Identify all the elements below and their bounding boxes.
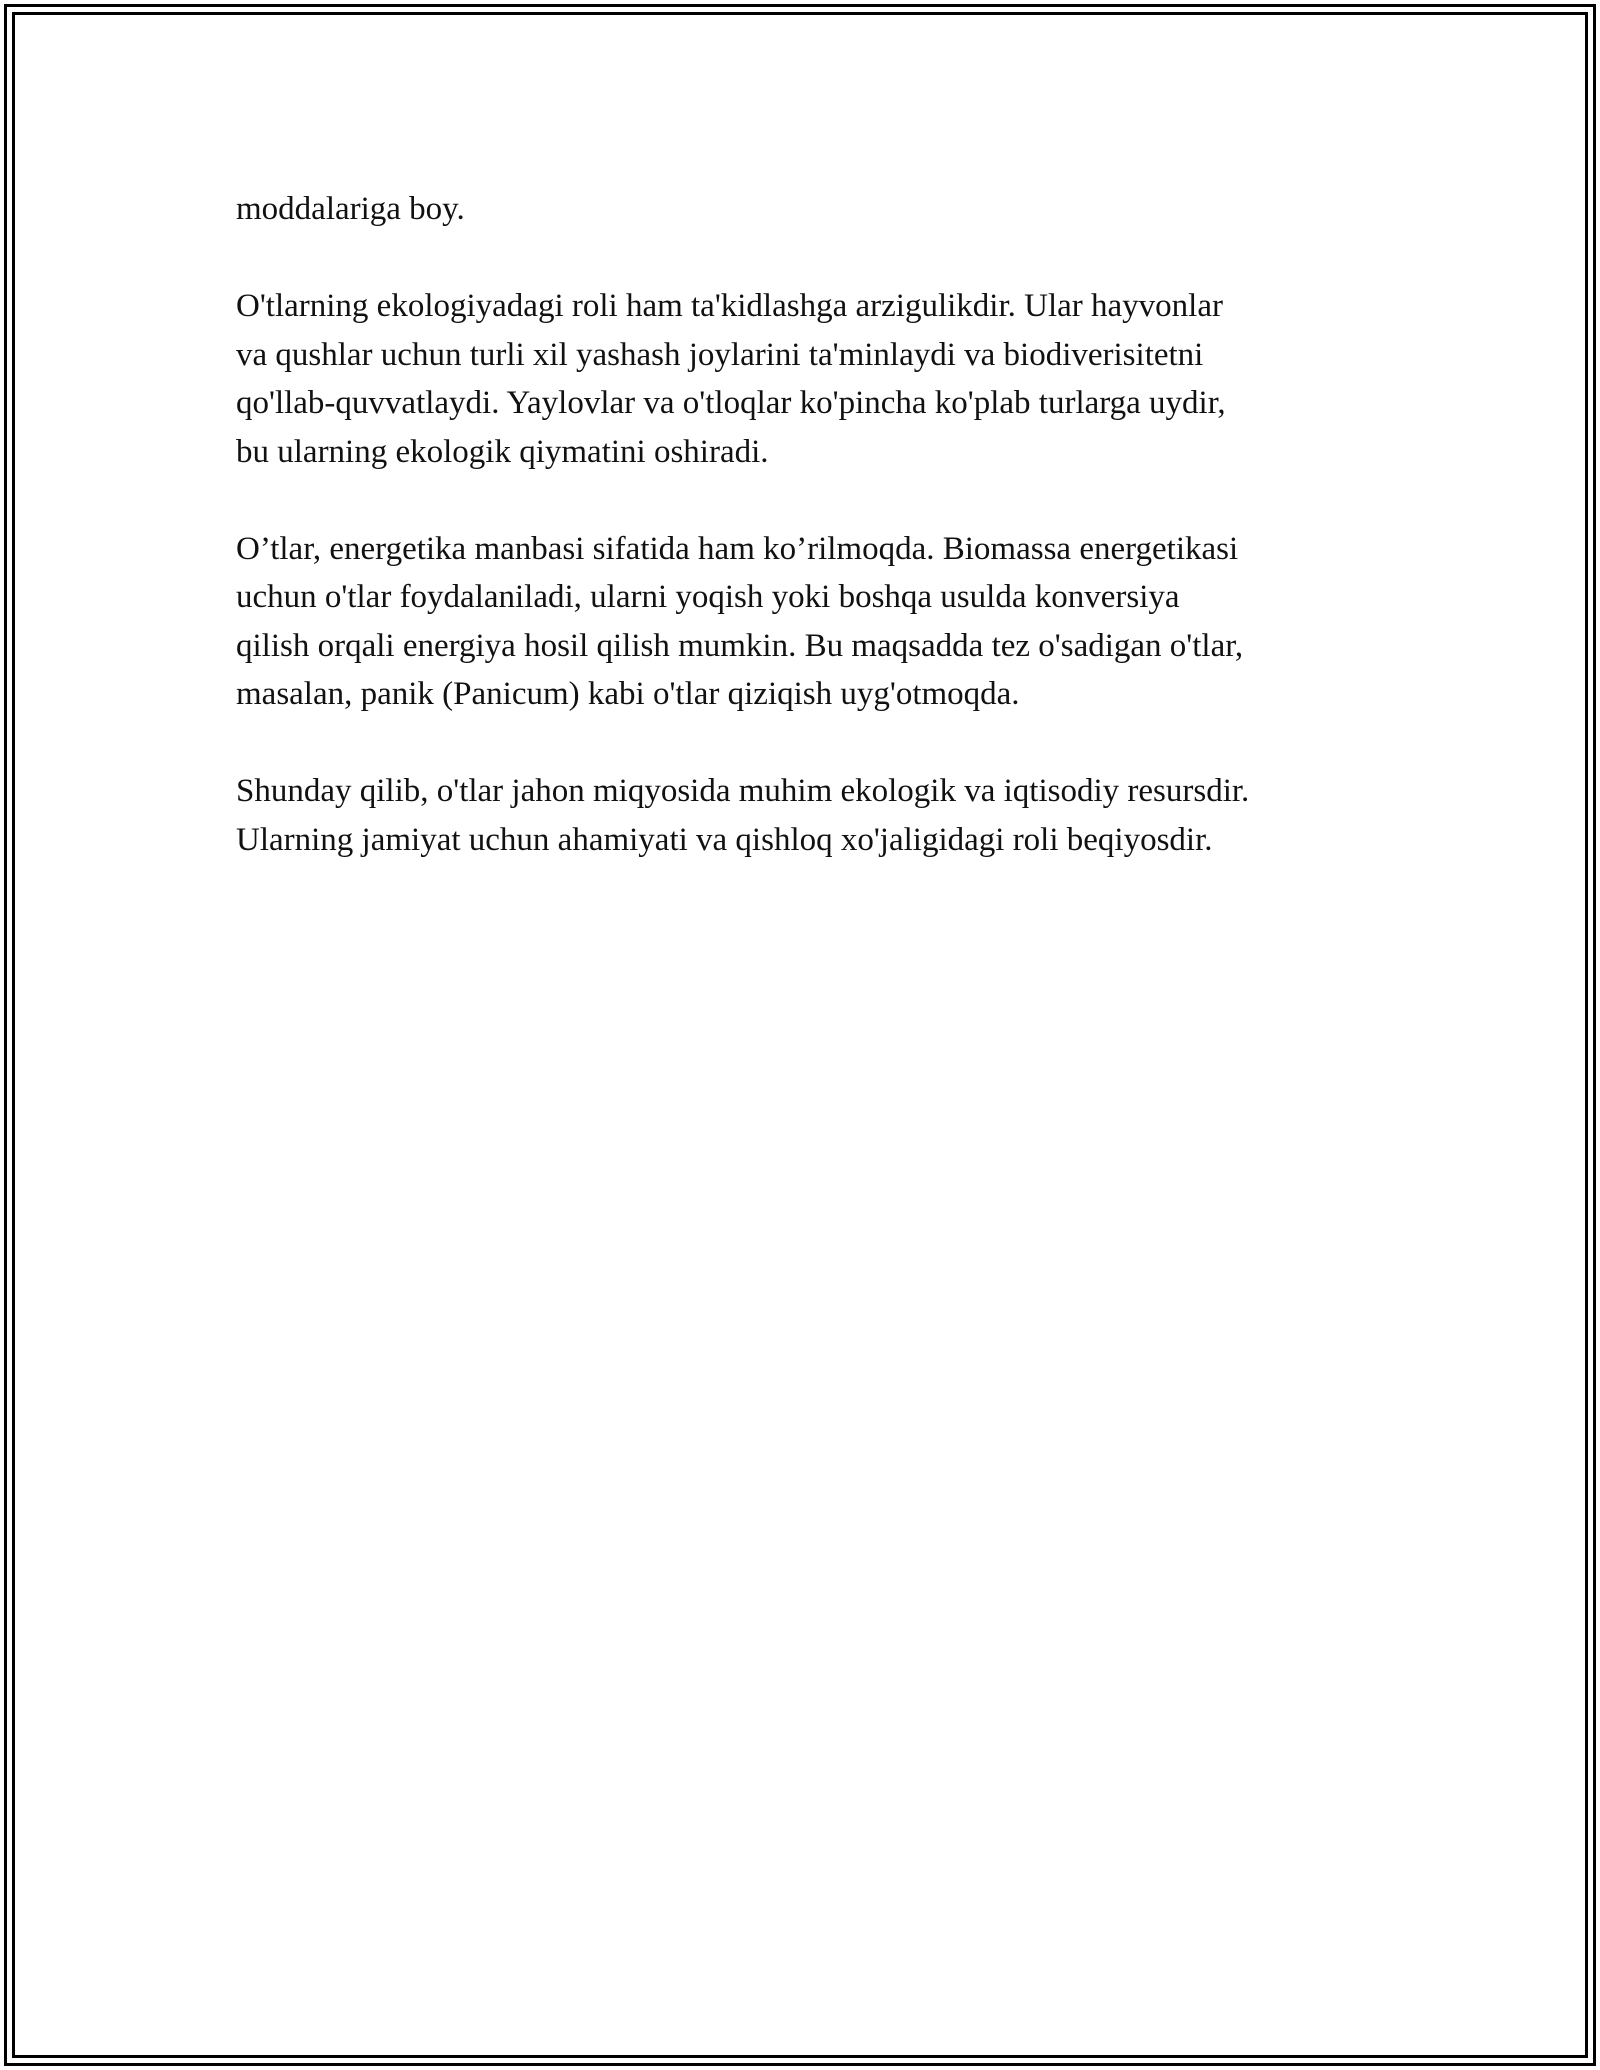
text-line: O'tlarning ekologiyadagi roli ham ta'kidlashga arzigulikdir. Ular hayvonlar xyxy=(236,288,1223,324)
text-line: O’tlar, energetika manbasi sifatida ham ko’rilmoqda. Biomassa energetikasi xyxy=(236,530,1239,567)
text-line: va qushlar uchun turli xil yashash joylarini ta'minlaydi va biodiverisitetni xyxy=(236,336,1204,373)
text-line: moddalariga boy. xyxy=(236,191,465,227)
paragraph-3 xyxy=(236,525,1386,719)
text-line: masalan, panik (Panicum) kabi o'tlar qiziqish uyg'otmoqda. xyxy=(236,676,1020,712)
paragraph-2 xyxy=(236,282,1386,476)
paragraph-4 xyxy=(236,767,1386,864)
paragraph-1 xyxy=(236,185,1386,234)
text-line: Ularning jamiyat uchun ahamiyati va qishloq xo'jaligidagi roli beqiyosdir. xyxy=(236,821,1213,858)
text-line: qo'llab-quvvatlaydi. Yaylovlar va o'tloqlar ko'pincha ko'plab turlarga uydir, xyxy=(236,385,1226,421)
text-line: bu ularning ekologik qiymatini oshiradi. xyxy=(236,433,769,470)
document-body xyxy=(236,185,1386,913)
text-line: uchun o'tlar foydalaniladi, ularni yoqish yoki boshqa usulda konversiya xyxy=(236,579,1180,615)
text-line: Shunday qilib, o'tlar jahon miqyosida muhim ekologik va iqtisodiy resursdir. xyxy=(236,773,1250,809)
text-line: qilish orqali energiya hosil qilish mumkin. Bu maqsadda tez o'sadigan o'tlar, xyxy=(236,627,1244,664)
